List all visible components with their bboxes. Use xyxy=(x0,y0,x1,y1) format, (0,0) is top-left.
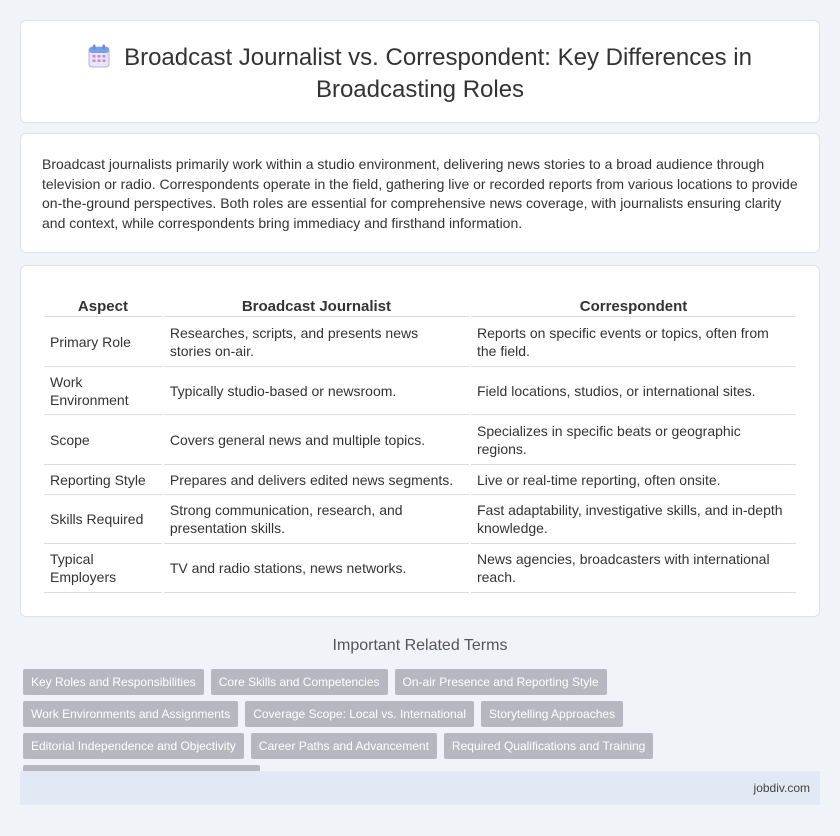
row-journalist: TV and radio stations, news networks. xyxy=(164,544,469,593)
header-aspect: Aspect xyxy=(44,293,162,317)
related-tag[interactable]: Core Skills and Competencies xyxy=(211,669,388,695)
row-aspect: Primary Role xyxy=(44,317,162,367)
table-row xyxy=(44,544,796,593)
table-row xyxy=(44,367,796,415)
related-tag[interactable]: Required Qualifications and Training xyxy=(444,733,653,759)
footer xyxy=(20,771,820,805)
row-journalist: Researches, scripts, and presents news stories on-air. xyxy=(164,317,469,367)
related-tag[interactable]: Career Paths and Advancement xyxy=(251,733,437,759)
related-tag[interactable]: Editorial Independence and Objectivity xyxy=(23,733,244,759)
table-row xyxy=(44,465,796,495)
row-aspect: Work Environment xyxy=(44,367,162,415)
comparison-table xyxy=(42,293,798,593)
intro-paragraph: Broadcast journalists primarily work within a studio environment, delivering news stories to a broad audience through television or radio. Correspondents operate in the field, gathering live or recorded reports from various locations to provide on-the-ground perspectives. Both roles are essential for comprehensive news coverage, with journalists ensuring clarity and context, while correspondents bring immediacy and firsthand information. xyxy=(42,156,798,231)
row-correspondent: Live or real-time reporting, often onsite. xyxy=(471,465,796,495)
row-correspondent: Reports on specific events or topics, often from the field. xyxy=(471,317,796,367)
row-correspondent: Field locations, studios, or international sites. xyxy=(471,367,796,415)
row-aspect: Typical Employers xyxy=(44,544,162,593)
table-row xyxy=(44,317,796,367)
header-card xyxy=(20,20,820,123)
header-correspondent: Correspondent xyxy=(471,293,796,317)
row-journalist: Typically studio-based or newsroom. xyxy=(164,367,469,415)
related-tag[interactable]: Work Environments and Assignments xyxy=(23,701,238,727)
row-aspect: Skills Required xyxy=(44,495,162,544)
footer-site-link[interactable]: jobdiv.com xyxy=(753,781,810,795)
row-journalist: Prepares and delivers edited news segments. xyxy=(164,465,469,495)
header-broadcast-journalist: Broadcast Journalist xyxy=(164,293,469,317)
row-aspect: Reporting Style xyxy=(44,465,162,495)
table-row xyxy=(44,415,796,465)
row-journalist: Strong communication, research, and presentation skills. xyxy=(164,495,469,544)
related-tag[interactable]: Coverage Scope: Local vs. International xyxy=(245,701,474,727)
row-correspondent: News agencies, broadcasters with international reach. xyxy=(471,544,796,593)
page-title-block xyxy=(21,43,819,104)
related-tag[interactable]: Storytelling Approaches xyxy=(481,701,623,727)
comparison-table-card xyxy=(20,265,820,617)
row-correspondent: Fast adaptability, investigative skills, and in-depth knowledge. xyxy=(471,495,796,544)
row-journalist: Covers general news and multiple topics. xyxy=(164,415,469,465)
related-terms-title: Important Related Terms xyxy=(332,637,508,654)
row-correspondent: Specializes in specific beats or geographic regions. xyxy=(471,415,796,465)
intro-card xyxy=(20,133,820,253)
table-row xyxy=(44,495,796,544)
row-aspect: Scope xyxy=(44,415,162,465)
table-header-row xyxy=(44,293,796,317)
calendar-icon xyxy=(88,44,110,75)
related-tag[interactable]: Key Roles and Responsibilities xyxy=(23,669,204,695)
related-tag[interactable]: On-air Presence and Reporting Style xyxy=(395,669,607,695)
page-title: Broadcast Journalist vs. Correspondent: Key Differences in Broadcasting Roles xyxy=(124,44,752,103)
